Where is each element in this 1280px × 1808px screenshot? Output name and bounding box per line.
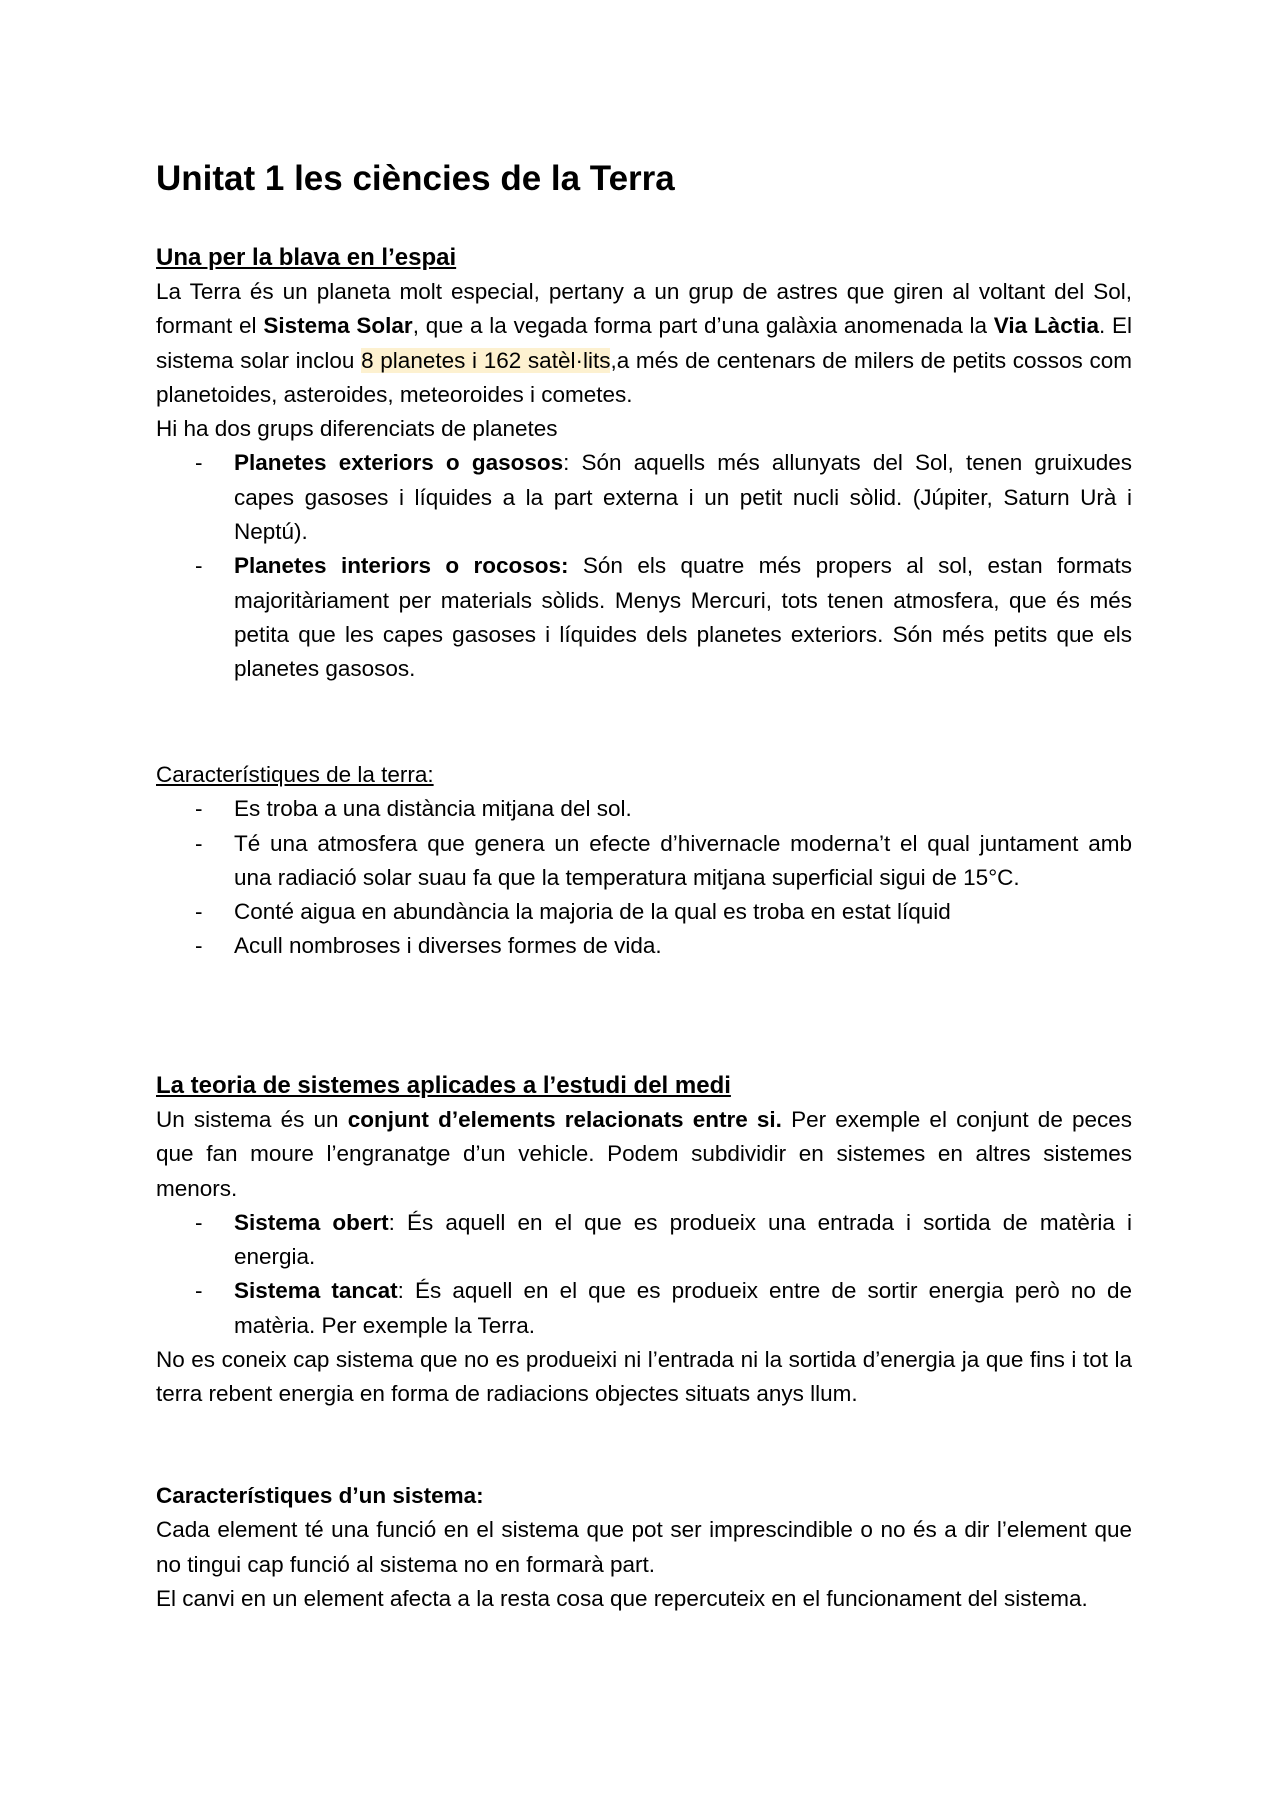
- section-blue-dot: [156, 240, 1132, 687]
- highlighted-text: 8 planetes i 162 satèl·lits: [361, 347, 611, 373]
- paragraph-solar-system: La Terra és un planeta molt especial, pertany a un grup de astres que giren al voltant del Sol, formant el Sistema Solar, que a la vegada forma part d’una galàxia anomenada la Via Làctia. El sistema solar inclou 8 planetes i 162 satèl·lits,a més de centenars de milers de petits cossos com planetoides, asteroides, meteoroides i cometes.: [156, 279, 1132, 407]
- page-title: Unitat 1 les ciències de la Terra: [156, 159, 675, 198]
- section-system-characteristics: [156, 1479, 1132, 1616]
- section-heading: La teoria de sistemes aplicades a l’estudi del medi: [156, 1072, 731, 1099]
- paragraph-planet-groups: Hi ha dos grups diferenciats de planetes: [156, 416, 558, 442]
- list-item: - Té una atmosfera que genera un efecte d’hivernacle moderna’t el qual juntament amb una radiació solar suau fa que la temperatura mitjana superficial sigui de 15°C.: [195, 830, 1132, 890]
- subsection-heading: Característiques d’un sistema:: [156, 1483, 484, 1508]
- section-systems-theory: [156, 1068, 1132, 1412]
- paragraph-system-definition: Un sistema és un conjunt d’elements relacionats entre si. Per exemple el conjunt de peces que fan moure l’engranatge d’un vehicle. Podem subdividir en sistemes en altres sistemes menors.: [156, 1107, 1133, 1201]
- earth-characteristics-list: [156, 792, 1132, 963]
- paragraph-no-isolated-system: No es coneix cap sistema que no es produeixi ni l’entrada ni la sortida d’energia ja que fins i tot la terra rebent energia en forma de radiacions objectes situats anys llum.: [156, 1347, 1132, 1407]
- list-item: - Planetes exteriors o gasosos: Són aquells més allunyats del Sol, tenen gruixudes capes gasoses i líquides a la part externa i un petit nucli sòlid. (Júpiter, Saturn Urà i Neptú).: [195, 450, 1132, 545]
- planet-groups-list: [156, 446, 1132, 686]
- list-item: - Planetes interiors o rocosos: Són els quatre més propers al sol, estan formats majoritàriament per materials sòlids. Menys Mercuri, tots tenen atmosfera, que és més petita que les capes gasoses i líquides dels planetes exteriors. Són més petits que els planetes gasosos.: [195, 553, 1133, 682]
- list-item: - Sistema obert: És aquell en el que es produeix una entrada i sortida de matèria i energia.: [195, 1209, 1132, 1270]
- section-earth-characteristics: [156, 758, 1132, 964]
- paragraph-element-function: Cada element té una funció en el sistema que pot ser imprescindible o no és a dir l’element que no tingui cap funció al sistema no en formarà part.: [156, 1517, 1132, 1577]
- list-item: - Acull nombroses i diverses formes de vida.: [195, 933, 662, 959]
- system-types-list: [156, 1206, 1132, 1343]
- paragraph-element-change: El canvi en un element afecta a la resta cosa que repercuteix en el funcionament del sistema.: [156, 1585, 1088, 1611]
- list-item: - Es troba a una distància mitjana del sol.: [195, 796, 632, 822]
- list-item: - Sistema tancat: És aquell en el que es produeix entre de sortir energia però no de matèria. Per exemple la Terra.: [195, 1278, 1132, 1338]
- section-heading: Una per la blava en l’espai: [156, 244, 457, 271]
- list-item: - Conté aigua en abundància la majoria de la qual es troba en estat líquid: [195, 899, 951, 925]
- subsection-heading: Característiques de la terra:: [156, 762, 434, 787]
